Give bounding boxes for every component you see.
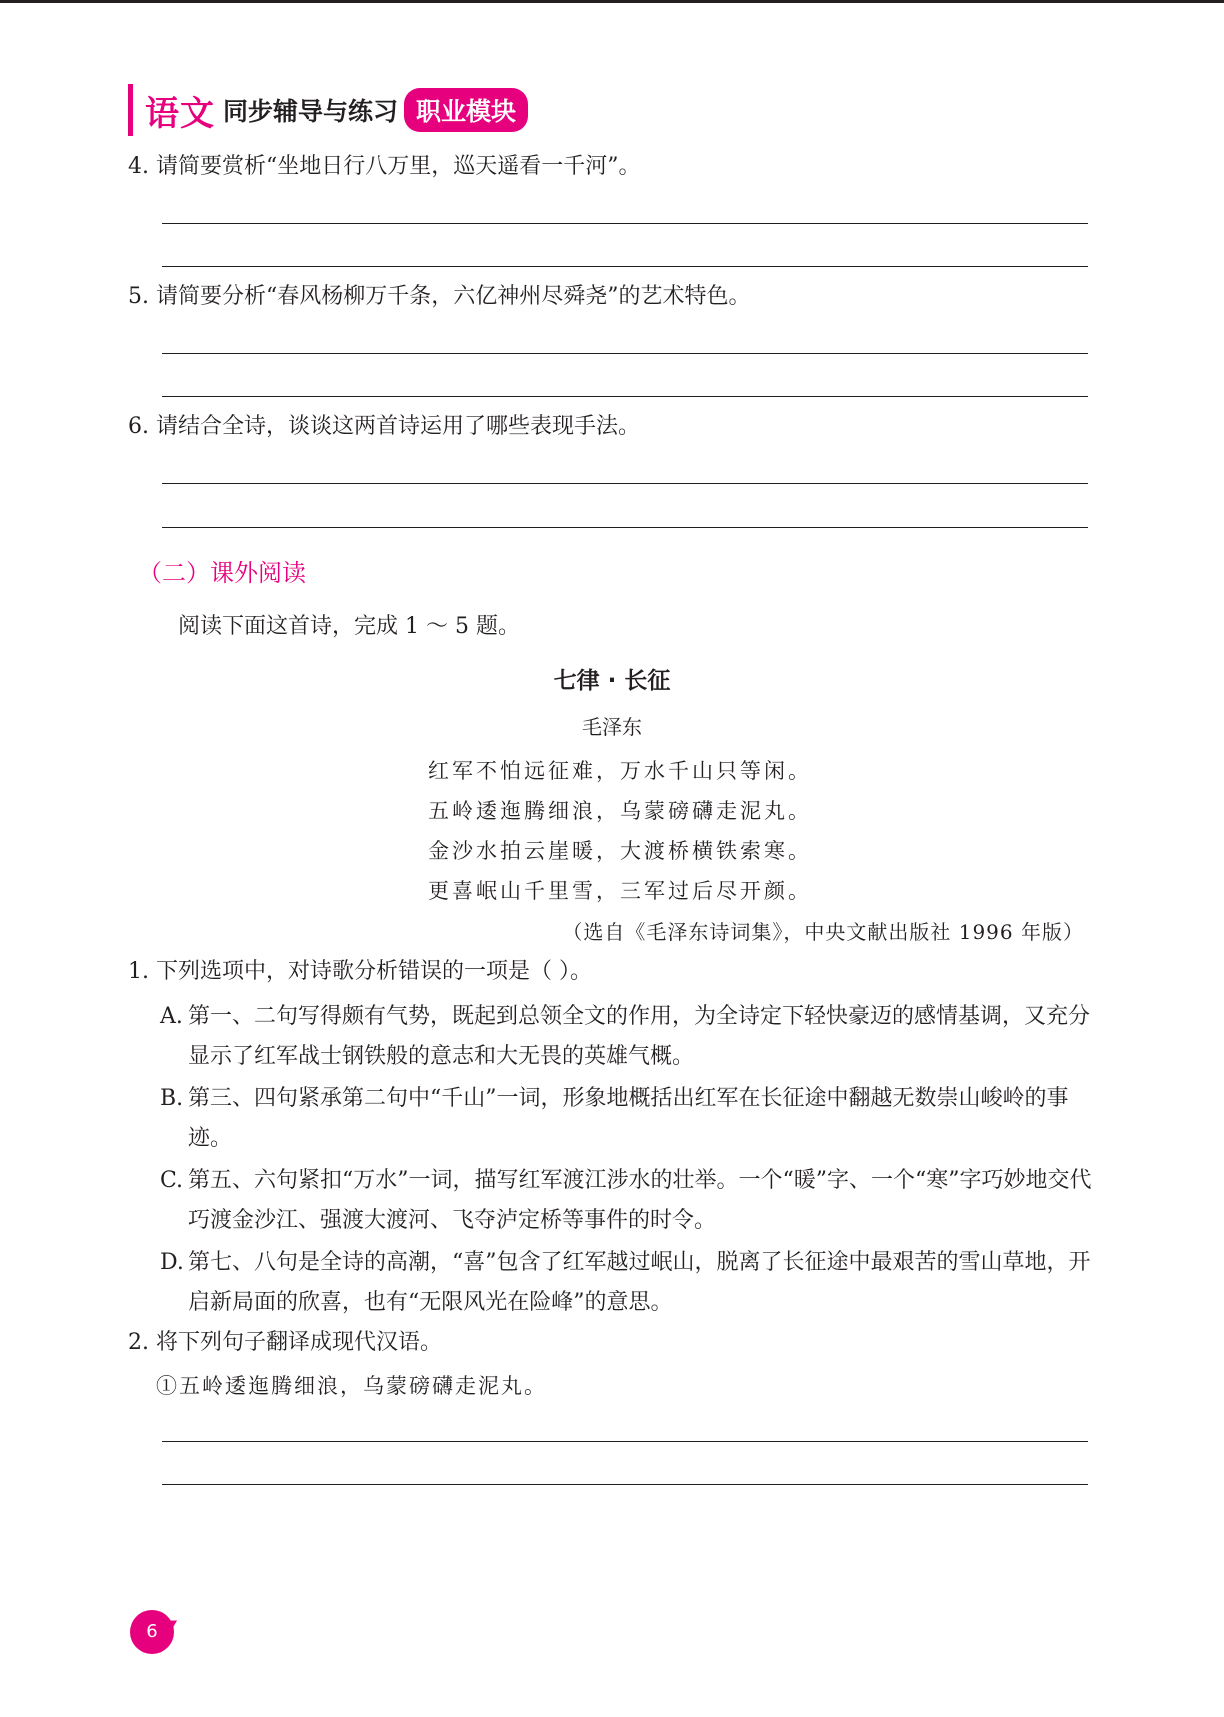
poem-line: 金沙水拍云崖暖，大渡桥横铁索寒。: [428, 839, 812, 863]
answer-line[interactable]: [162, 353, 1088, 354]
question-4: 4. 请简要赏析“坐地日行八万里，巡天遥看一千河”。: [128, 154, 641, 179]
option-text: 第三、四句紧承第二句中“千山”一词，形象地概括出红军在长征途中翻越无数崇山峻岭的事迹。: [188, 1086, 1069, 1151]
answer-line[interactable]: [162, 223, 1088, 224]
answer-line[interactable]: [162, 1441, 1088, 1442]
answer-line[interactable]: [162, 396, 1088, 397]
section-intro: 阅读下面这首诗，完成 1 ～ 5 题。: [178, 614, 520, 639]
option-letter: D.: [160, 1250, 184, 1275]
poem-title: 七律 · 长征: [553, 668, 671, 694]
poem-line: 更喜岷山千里雪，三军过后尽开颜。: [428, 879, 812, 903]
page-number: 6: [146, 1621, 158, 1642]
header-accent-bar: [128, 84, 133, 136]
header-series: 同步辅导与练习: [223, 97, 399, 126]
question-2-item-1: ①五岭逶迤腾细浪，乌蒙磅礴走泥丸。: [156, 1374, 547, 1398]
option-text: 第五、六句紧扣“万水”一词，描写红军渡江涉水的壮举。一个“暖”字、一个“寒”字巧妙地交代巧渡金沙江、强渡大渡河、飞夺泸定桥等事件的时令。: [188, 1168, 1092, 1233]
question-5: 5. 请简要分析“春风杨柳万千条，六亿神州尽舜尧”的艺术特色。: [128, 284, 751, 309]
answer-line[interactable]: [162, 483, 1088, 484]
running-header: [128, 84, 528, 136]
question-1: 1. 下列选项中，对诗歌分析错误的一项是（ ）。: [128, 959, 592, 984]
option-a[interactable]: [160, 997, 1100, 1077]
option-letter: B.: [160, 1086, 184, 1111]
option-text: 第七、八句是全诗的高潮，“喜”包含了红军越过岷山，脱离了长征途中最艰苦的雪山草地，开启新局面的欣喜，也有“无限风光在险峰”的意思。: [188, 1250, 1091, 1315]
header-subject: 语文: [145, 93, 215, 134]
option-letter: A.: [160, 1004, 183, 1029]
option-d[interactable]: [160, 1243, 1100, 1323]
page-number-badge: [130, 1610, 180, 1656]
option-letter: C.: [160, 1168, 184, 1193]
option-b[interactable]: [160, 1079, 1100, 1159]
option-text: 第一、二句写得颇有气势，既起到总领全文的作用，为全诗定下轻快豪迈的感情基调，又充分显示了红军战士钢铁般的意志和大无畏的英雄气概。: [188, 1004, 1091, 1069]
option-c[interactable]: [160, 1161, 1100, 1241]
question-2: 2. 将下列句子翻译成现代汉语。: [128, 1330, 442, 1355]
poem-source: （选自《毛泽东诗词集》，中央文献出版社 1996 年版）: [562, 920, 1084, 944]
poem-line: 红军不怕远征难，万水千山只等闲。: [428, 759, 812, 783]
answer-line[interactable]: [162, 266, 1088, 267]
poem-author: 毛泽东: [582, 715, 642, 739]
top-rule: [0, 0, 1224, 3]
header-module-tag: 职业模块: [404, 88, 528, 132]
poem-line: 五岭逶迤腾细浪，乌蒙磅礴走泥丸。: [428, 799, 812, 823]
section-title: （二）课外阅读: [138, 559, 306, 587]
answer-line[interactable]: [162, 527, 1088, 528]
question-6: 6. 请结合全诗，谈谈这两首诗运用了哪些表现手法。: [128, 414, 640, 439]
answer-line[interactable]: [162, 1484, 1088, 1485]
